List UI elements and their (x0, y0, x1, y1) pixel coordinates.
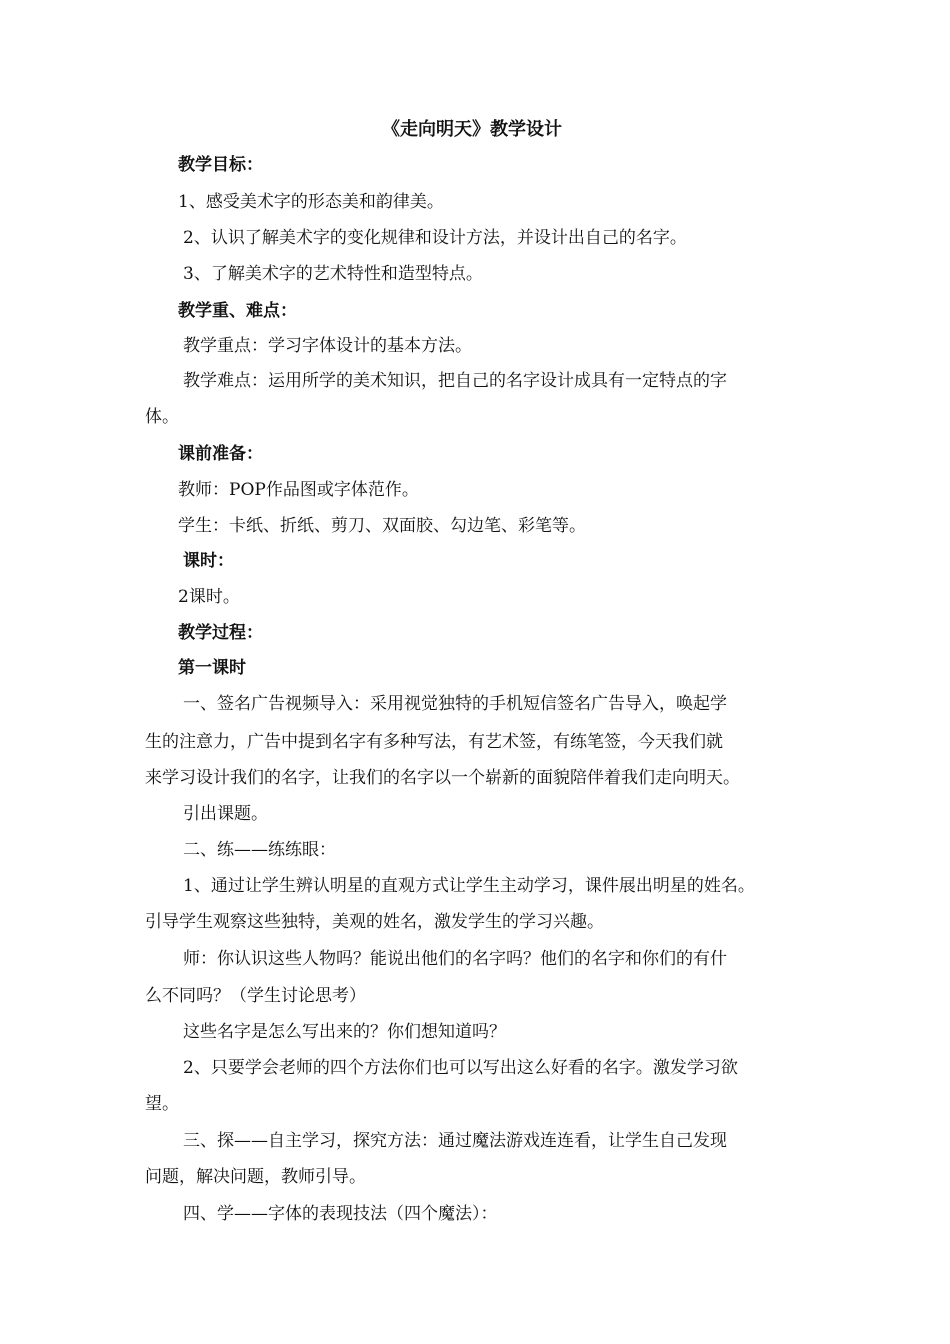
step-2-heading: 二、练——练练眼： (183, 840, 336, 860)
heading-key-points: 教学重、难点： (178, 301, 297, 321)
step-3-line-2: 问题，解决问题，教师引导。 (145, 1167, 366, 1187)
prep-teacher: 教师：POP作品图或字体范作。 (178, 480, 419, 500)
step-2-item-1-line-2: 引导学生观察这些独特，美观的姓名，激发学生的学习兴趣。 (145, 912, 604, 932)
objective-1: 1、感受美术字的形态美和韵律美。 (178, 192, 444, 212)
step-2-item-1-line-1: 1、通过让学生辨认明星的直观方式让学生主动学习，课件展出明星的姓名。 (183, 876, 755, 896)
teacher-question-line-1: 师：你认识这些人物吗？能说出他们的名字吗？他们的名字和你们的有什 (183, 949, 727, 969)
teacher-question-line-3: 这些名字是怎么写出来的？你们想知道吗？ (183, 1022, 506, 1042)
step-1-line-2: 生的注意力，广告中提到名字有多种写法，有艺术签，有练笔签，今天我们就 (145, 732, 723, 752)
step-1-line-1: 一、签名广告视频导入：采用视觉独特的手机短信签名广告导入，唤起学 (183, 694, 727, 714)
step-2-item-2-line-1: 2、只要学会老师的四个方法你们也可以写出这么好看的名字。激发学习欲 (183, 1058, 738, 1078)
teacher-question-line-2: 么不同吗？（学生讨论思考） (145, 986, 366, 1006)
difficult-point-cont: 体。 (145, 407, 179, 427)
key-point: 教学重点：学习字体设计的基本方法。 (183, 336, 472, 356)
heading-process: 教学过程： (178, 623, 263, 643)
step-3-line-1: 三、探——自主学习，探究方法：通过魔法游戏连连看，让学生自己发现 (183, 1131, 727, 1151)
step-1-line-3: 来学习设计我们的名字，让我们的名字以一个崭新的面貌陪伴着我们走向明天。 (145, 768, 740, 788)
objective-3: 3、了解美术字的艺术特性和造型特点。 (183, 264, 483, 284)
step-1-line-4: 引出课题。 (183, 804, 268, 824)
step-4-heading: 四、学——字体的表现技法（四个魔法）： (183, 1204, 498, 1224)
step-2-item-2-line-2: 望。 (145, 1094, 179, 1114)
heading-periods: 课时： (183, 551, 234, 571)
periods-value: 2课时。 (178, 587, 240, 607)
heading-preparation: 课前准备： (178, 444, 263, 464)
heading-objectives: 教学目标： (178, 155, 263, 175)
heading-first-period: 第一课时 (178, 658, 246, 678)
objective-2: 2、认识了解美术字的变化规律和设计方法，并设计出自己的名字。 (183, 228, 687, 248)
document-title: 《走向明天》教学设计 (382, 119, 562, 140)
prep-students: 学生：卡纸、折纸、剪刀、双面胶、勾边笔、彩笔等。 (178, 516, 586, 536)
difficult-point: 教学难点：运用所学的美术知识，把自己的名字设计成具有一定特点的字 (183, 371, 727, 391)
